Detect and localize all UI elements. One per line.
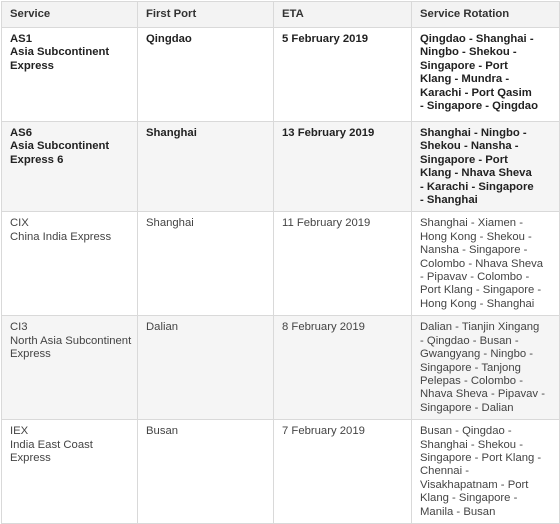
eta-cell: 8 February 2019 <box>274 316 412 420</box>
rotation-line: - Pipavav - Colombo - <box>420 271 530 284</box>
service-table-container <box>1 1 559 518</box>
rotation-line: Klang - Mundra - <box>420 73 510 86</box>
rotation-line: Port Klang - Singapore - <box>420 284 542 297</box>
rotation-line: Hong Kong - Shanghai <box>420 297 535 310</box>
rotation-line: Karachi - Port Qasim <box>420 86 532 99</box>
eta-cell: 11 February 2019 <box>274 212 412 316</box>
service-code: CI3 <box>10 321 28 334</box>
rotation-line: Klang - Nhava Sheva <box>420 167 532 180</box>
rotation-line: - Shanghai <box>420 194 478 207</box>
header-service-rotation: Service Rotation <box>412 2 560 28</box>
rotation-line: Dalian - Tianjin Xingang <box>420 321 540 334</box>
service-name-line: North Asia Subcontinent <box>10 334 132 347</box>
service-code: AS1 <box>10 33 32 45</box>
rotation-line: Ningbo - Shekou - <box>420 46 517 59</box>
rotation-line: Singapore - Dalian <box>420 401 514 414</box>
rotation-line: Nhava Sheva - Pipavav - <box>420 388 545 401</box>
header-first-port: First Port <box>138 2 274 28</box>
service-cell <box>2 316 138 420</box>
rotation-line: - Qingdao - Busan - <box>420 334 519 347</box>
service-cell <box>2 122 138 212</box>
rotation-line: - Singapore - Qingdao <box>420 100 538 113</box>
service-schedule-table <box>1 1 560 524</box>
eta-cell: 7 February 2019 <box>274 420 412 524</box>
service-name-line: Asia Subcontinent <box>10 140 110 153</box>
rotation-line: Klang - Singapore - <box>420 492 518 505</box>
rotation-line: Qingdao - Shanghai - <box>420 33 534 45</box>
rotation-line: Singapore - Tanjong <box>420 361 521 374</box>
rotation-line: - Karachi - Singapore <box>420 180 534 193</box>
header-service: Service <box>2 2 138 28</box>
rotation-line: Pelepas - Colombo - <box>420 374 523 387</box>
rotation-cell <box>412 316 560 420</box>
table-row <box>2 420 560 524</box>
service-code: AS6 <box>10 127 32 139</box>
rotation-line: Gwangyang - Ningbo - <box>420 348 534 361</box>
service-code: IEX <box>10 425 29 438</box>
rotation-line: Shanghai - Ningbo - <box>420 127 527 139</box>
service-cell <box>2 420 138 524</box>
service-name-line: Express 6 <box>10 153 64 166</box>
first-port-cell: Dalian <box>138 316 274 420</box>
rotation-cell <box>412 122 560 212</box>
rotation-line: Shanghai - Xiamen - <box>420 217 523 230</box>
service-code: CIX <box>10 217 29 230</box>
first-port-cell: Shanghai <box>138 212 274 316</box>
service-name-line: Express <box>10 59 54 72</box>
eta-cell: 5 February 2019 <box>274 28 412 122</box>
service-name-line: China India Express <box>10 230 112 243</box>
header-eta: ETA <box>274 2 412 28</box>
rotation-line: Singapore - Port Klang - <box>420 451 542 464</box>
rotation-line: Hong Kong - Shekou - <box>420 230 532 243</box>
rotation-line: Manila - Busan <box>420 505 496 518</box>
table-row <box>2 212 560 316</box>
rotation-cell <box>412 420 560 524</box>
rotation-line: Shanghai - Shekou - <box>420 438 523 451</box>
rotation-line: Busan - Qingdao - <box>420 425 512 438</box>
first-port-cell: Busan <box>138 420 274 524</box>
service-cell <box>2 212 138 316</box>
table-row <box>2 316 560 420</box>
service-name-line: India East Coast <box>10 438 93 451</box>
first-port-cell: Shanghai <box>138 122 274 212</box>
rotation-line: Singapore - Port <box>420 153 508 166</box>
rotation-line: Nansha - Singapore - <box>420 244 528 257</box>
eta-cell: 13 February 2019 <box>274 122 412 212</box>
table-header-row <box>2 2 560 28</box>
rotation-line: Shekou - Nansha - <box>420 140 519 153</box>
rotation-line: Chennai - <box>420 465 469 478</box>
table-row <box>2 28 560 122</box>
rotation-line: Colombo - Nhava Sheva <box>420 257 544 270</box>
table-row <box>2 122 560 212</box>
service-cell <box>2 28 138 122</box>
service-name-line: Express <box>10 451 51 464</box>
rotation-cell <box>412 212 560 316</box>
first-port-cell: Qingdao <box>138 28 274 122</box>
rotation-line: Singapore - Port <box>420 59 508 72</box>
service-name-line: Express <box>10 348 51 361</box>
service-name-line: Asia Subcontinent <box>10 46 110 59</box>
rotation-line: Visakhapatnam - Port <box>420 478 529 491</box>
rotation-cell <box>412 28 560 122</box>
